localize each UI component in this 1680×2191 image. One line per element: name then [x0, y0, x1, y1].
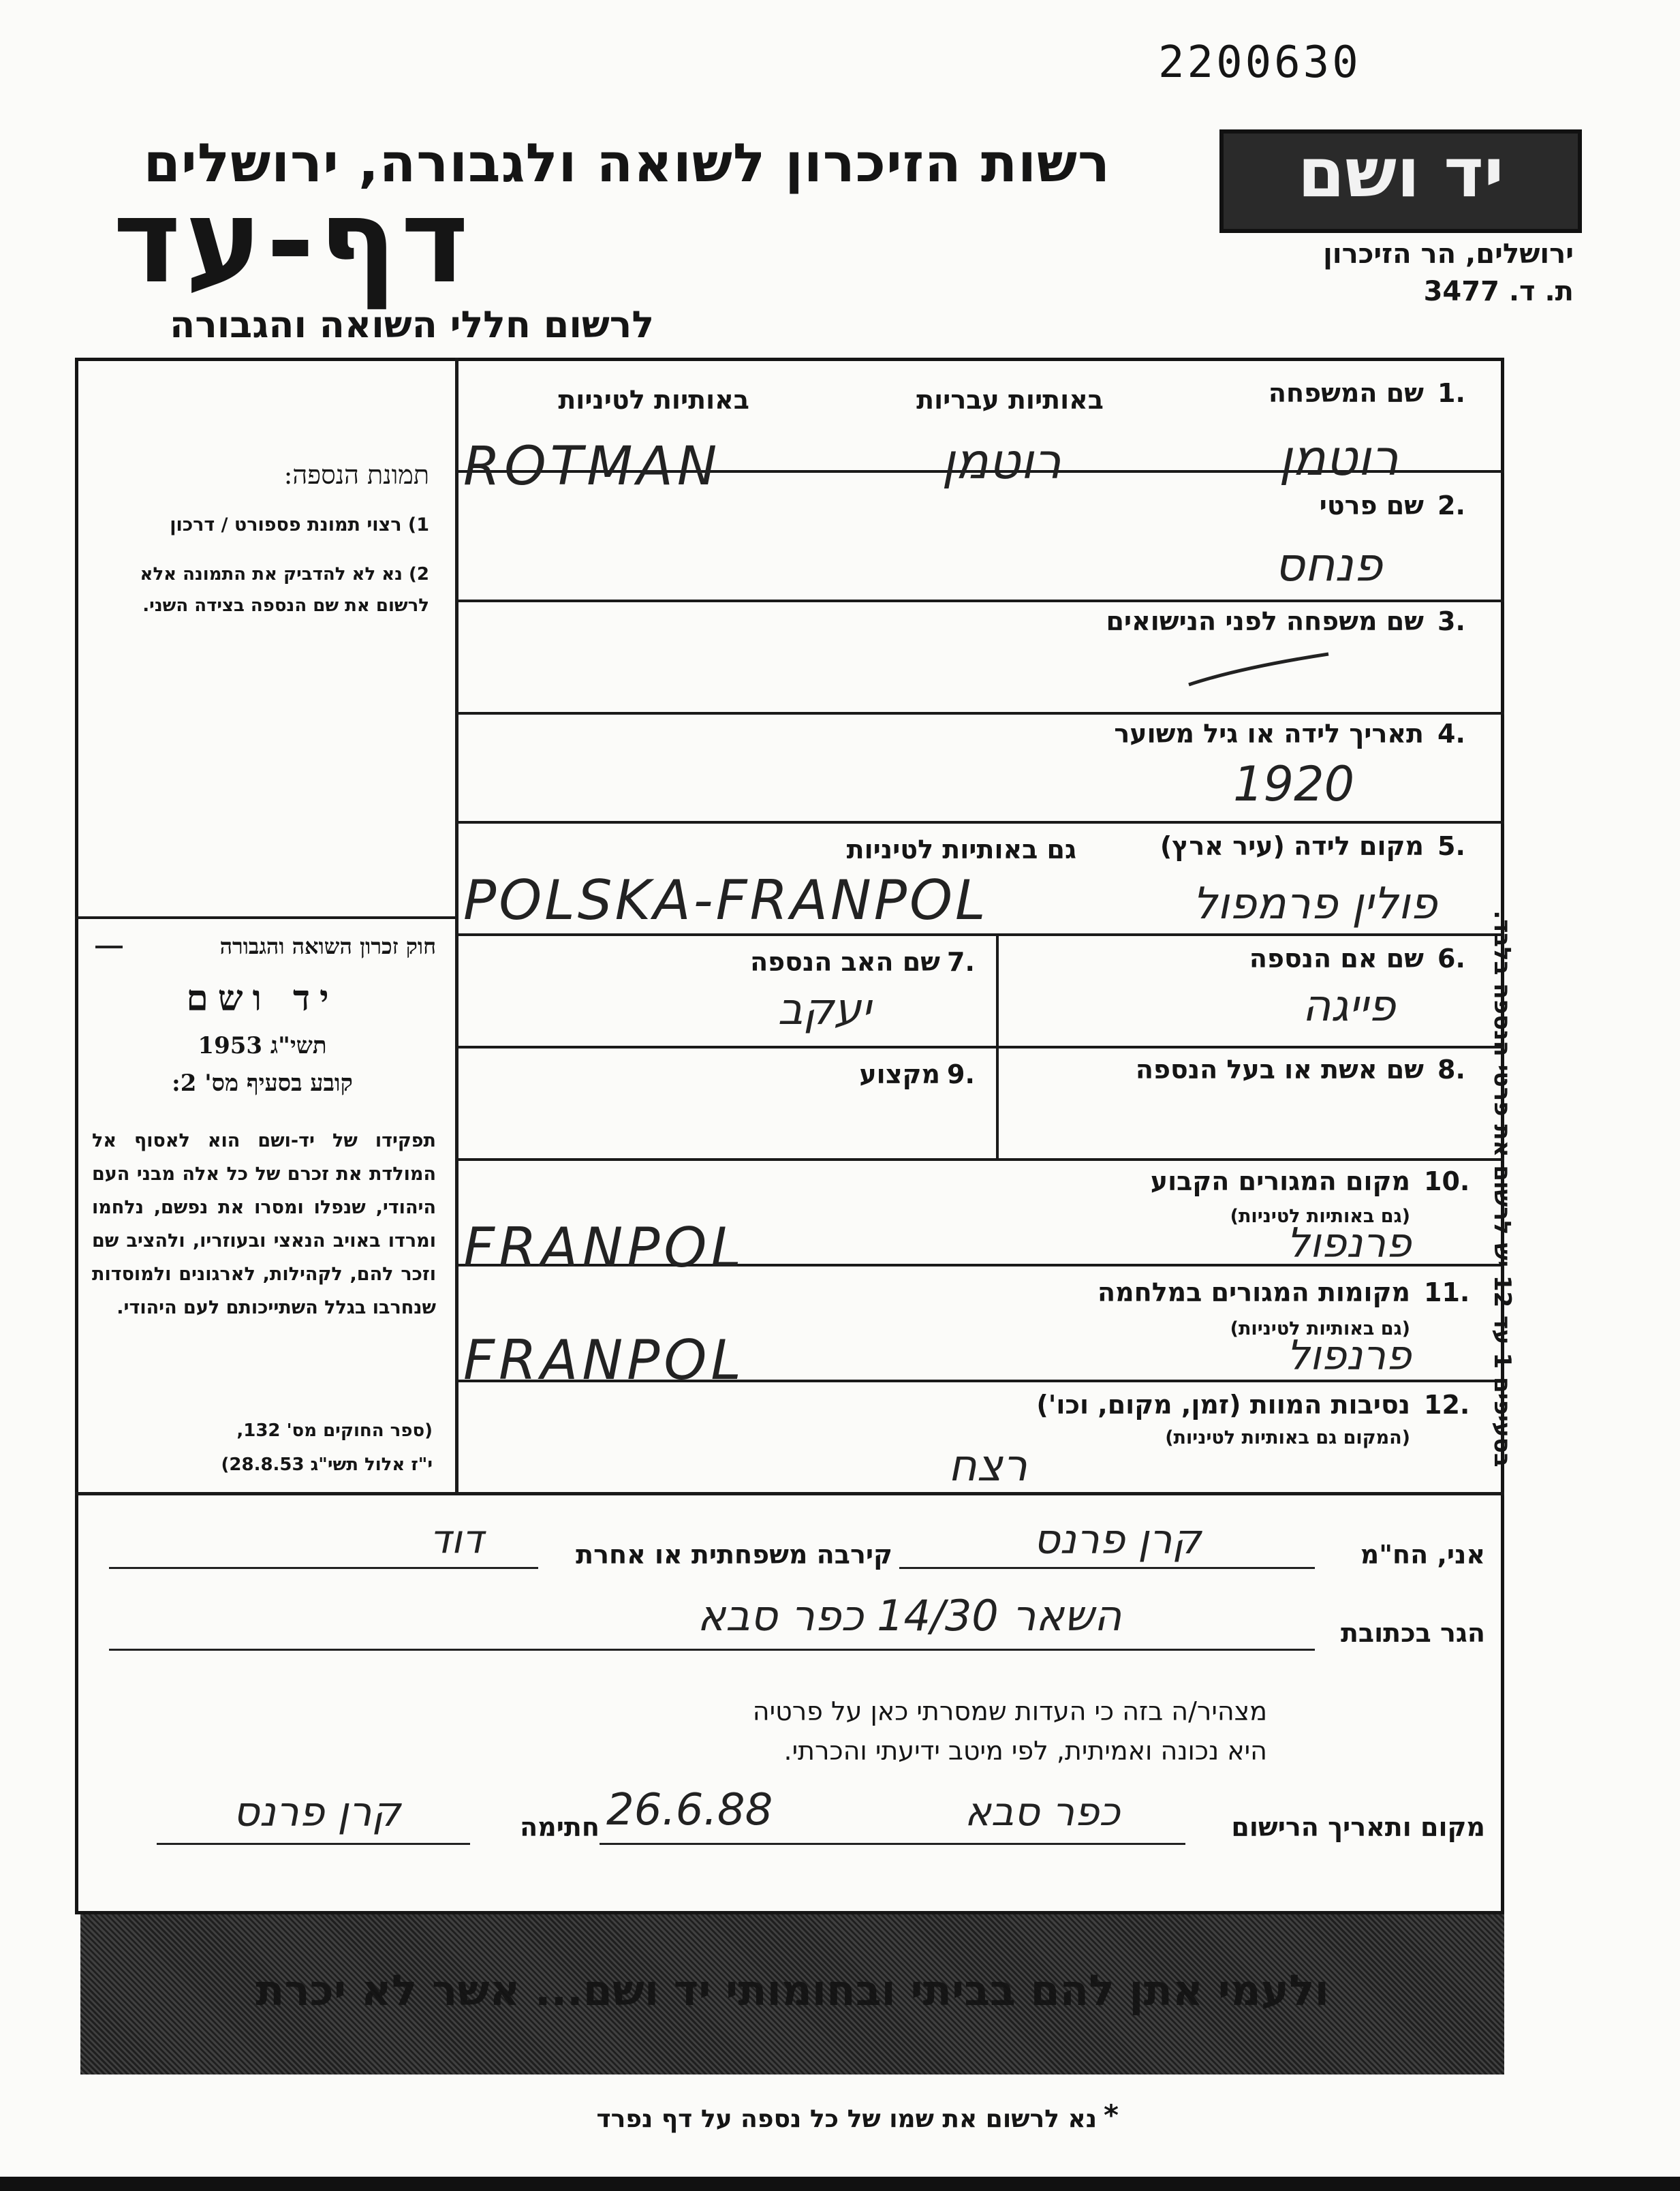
- footer-note: נא לרשום את שמו של כל נספה על דף נפרד: [596, 2105, 1097, 2133]
- field-10-latin-value: FRANPOL: [463, 1216, 745, 1279]
- field-11-sublabel: (גם באותיות לטיניות): [1230, 1318, 1410, 1339]
- field-1-latin-value: ROTMAN: [463, 436, 721, 497]
- field-3-dash-mark: [1185, 647, 1335, 695]
- left-column-divider: [455, 358, 458, 1492]
- photo-box-divider: [75, 916, 456, 919]
- signature-label: חתימה: [520, 1812, 600, 1842]
- field-7-label: שם האב הנספה: [750, 947, 940, 977]
- law-box-header: חוק זכרון השואה והגבורה: [219, 933, 436, 959]
- address-value: השאר 14/30 כפר סבא: [697, 1591, 1122, 1641]
- bottom-banner: [80, 1914, 1504, 2075]
- field-1-hebrew-value: רוטמן: [942, 433, 1061, 490]
- page-testimony-title: דף-עד: [112, 174, 473, 309]
- registration-date-value: 26.6.88: [606, 1785, 773, 1835]
- column-latin-label: באותיות לטיניות: [558, 385, 749, 415]
- row-rule-6: [456, 1046, 1504, 1048]
- field-8-num: 8.: [1437, 1055, 1465, 1085]
- left-bottom-divider: [75, 1492, 1504, 1495]
- field-5-latin-label: גם באותיות לטיניות: [846, 835, 1076, 865]
- field-11-label: מקומות המגורים במלחמה: [1097, 1277, 1410, 1307]
- signature-value: קרן פרנס: [232, 1788, 401, 1836]
- field-11-latin-value: FRANPOL: [463, 1328, 745, 1392]
- law-box-year: תשי"ג 1953: [198, 1032, 327, 1059]
- field-3-num: 3.: [1437, 606, 1465, 636]
- field-4-value: 1920: [1233, 756, 1355, 812]
- field-2-label: שם פרטי: [1319, 491, 1424, 520]
- photo-box-note-1: 1) רצוי תמונת פספורט / דרכון: [170, 514, 429, 535]
- scan-edge: [0, 2177, 1680, 2191]
- field-1-num: 1.: [1437, 378, 1465, 408]
- law-box-name: יד ושם: [186, 978, 339, 1019]
- field-10-num: 10.: [1424, 1166, 1470, 1196]
- relation-label: קירבה משפחתית או אחרת: [576, 1540, 892, 1570]
- field-6-label: שם אם הנספה: [1249, 944, 1424, 974]
- row-rule-5: [456, 933, 1504, 936]
- field-5-value: פולין פרמפול: [1192, 879, 1437, 929]
- address-label: הגר בכתובת: [1340, 1618, 1485, 1648]
- field-12-sublabel: (המקום גם באותיות לטיניות): [1165, 1427, 1410, 1448]
- row-rule-4: [456, 821, 1504, 824]
- field-3-label: שם משפחה לפני הנישואים: [1106, 606, 1424, 636]
- field-5-label: מקום לידה (עיר ארץ): [1160, 831, 1424, 861]
- field-12-num: 12.: [1424, 1390, 1470, 1420]
- law-box-section: קובע בסעיף מס' 2:: [172, 1070, 353, 1097]
- rows-6-9-divider: [996, 933, 999, 1158]
- law-box-text: תפקידו של יד-ושם הוא לאסוף אל המולדת את זכרם של כל אלה מבני העם היהודי, שנפלו ומסרו את נפשם, נלחמו ומרדו באויב הנאצי ובעוזריו, ולהציב שם וזכר להם, לקהילות, לארגונים ולמוסדות שנחרבו בגלל השתייכותם לעם היהודי.: [92, 1130, 436, 1318]
- photo-box-title: תמונת הנספה:: [283, 460, 429, 490]
- field-4-label: תאריך לידה או גיל משוער: [1114, 719, 1424, 749]
- field-2-value: פנחס: [1274, 538, 1383, 592]
- address-line: [109, 1649, 1315, 1651]
- column-hebrew-label: באותיות עבריות: [916, 385, 1104, 415]
- field-5-num: 5.: [1437, 831, 1465, 861]
- signature-line: [157, 1843, 470, 1845]
- field-7-num: 7.: [947, 947, 975, 977]
- bottom-banner-text: ולעמי אתן להם בביתי ובחומותי יד ושם... אשר לא יכרת: [255, 1965, 1329, 2015]
- field-6-num: 6.: [1437, 944, 1465, 974]
- field-2-num: 2.: [1437, 491, 1465, 520]
- registration-place-value: כפר סבא: [964, 1788, 1120, 1835]
- field-10-value: פרנפול: [1286, 1219, 1412, 1267]
- declarant-label: אני, הח"מ: [1360, 1540, 1485, 1570]
- form-subtitle: לרשום חללי השואה והגבורה: [170, 303, 654, 346]
- document-number: 2200630: [1158, 37, 1361, 88]
- law-box-source: (ספר החוקים מס' 132,: [236, 1420, 433, 1441]
- asterisk-icon: *: [1104, 2098, 1119, 2132]
- field-12-value: רצח: [948, 1441, 1027, 1491]
- field-11-value: פרנפול: [1286, 1332, 1412, 1380]
- registration-place-date-label: מקום ותאריך הרישום: [1231, 1812, 1485, 1842]
- law-box-date: י"ז אלול תשי"ג 28.8.53): [221, 1455, 433, 1475]
- field-4-num: 4.: [1437, 719, 1465, 749]
- field-9-num: 9.: [947, 1059, 975, 1089]
- statement-line-2: היא נכונה ואמיתית, לפי מיטב ידיעתי והכרתי.: [783, 1736, 1267, 1766]
- field-9-label: מקצוע: [859, 1059, 940, 1089]
- address-line-2: ת. ד. 3477: [1423, 276, 1574, 307]
- relation-line: [109, 1567, 538, 1569]
- declarant-value: קרן פרנס: [1033, 1516, 1202, 1564]
- field-12-label: נסיבות המוות (זמן, מקום, וכו'): [1036, 1390, 1410, 1420]
- address-line-1: ירושלים, הר הזיכרון: [1323, 238, 1574, 270]
- field-10-label: מקום המגורים הקבוע: [1150, 1166, 1410, 1196]
- declarant-line: [899, 1567, 1315, 1569]
- field-1-label: שם המשפחה: [1268, 378, 1424, 408]
- row-rule-2: [456, 600, 1504, 602]
- field-11-num: 11.: [1424, 1277, 1470, 1307]
- field-7-value: יעקב: [777, 984, 871, 1035]
- field-1-hebrew-value-2: רוטמן: [1279, 429, 1399, 486]
- side-note: בסעיפים 1 עד 12 יש לרשום את פרטי הנספה בלבד.: [1489, 910, 1516, 1467]
- registration-line: [600, 1843, 1185, 1845]
- photo-box-note-2: 2) נא לא להדביק את התמונה אלא לרשום את שם הנספה בצידה השני.: [140, 564, 429, 616]
- field-6-value: פייגה: [1302, 981, 1396, 1031]
- relation-value: דוד: [429, 1516, 484, 1562]
- statement-line-1: מצהיר/ה בזה כי העדות שמסרתי כאן על פרטיה: [752, 1696, 1267, 1726]
- row-rule-7: [456, 1158, 1504, 1161]
- authority-title: רשות הזיכרון לשואה ולגבורה, ירושלים: [143, 133, 1110, 194]
- yad-vashem-logo: [1219, 129, 1582, 233]
- field-8-label: שם אשת או בעל הנספה: [1135, 1055, 1424, 1085]
- law-box-dash: [95, 946, 123, 948]
- logo-text: יד ושם: [1297, 133, 1504, 213]
- field-10-sublabel: (גם באותיות לטיניות): [1230, 1206, 1410, 1227]
- row-rule-3: [456, 712, 1504, 715]
- field-5-latin-value: POLSKA-FRANPOL: [463, 869, 989, 932]
